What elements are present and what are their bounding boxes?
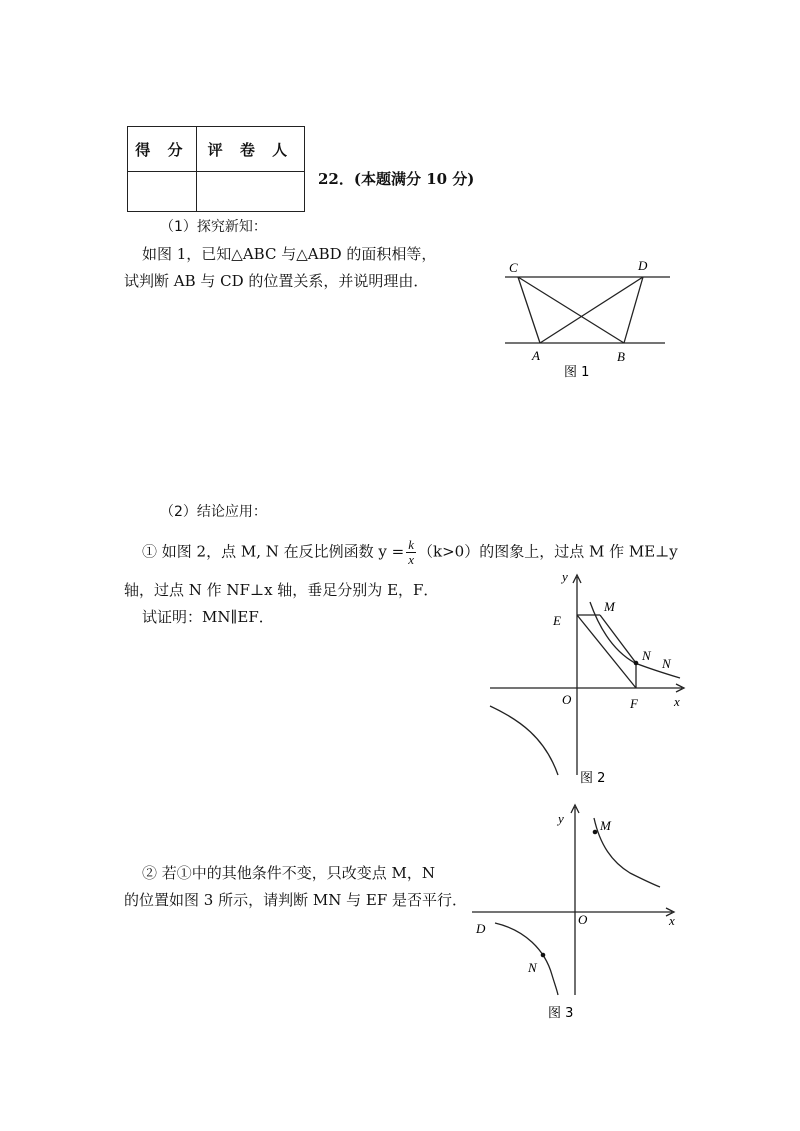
part2-heading: （2）结论应用： bbox=[160, 504, 267, 520]
label-b: B bbox=[617, 349, 625, 364]
label-y: y bbox=[562, 569, 568, 584]
label-n: N bbox=[642, 648, 651, 663]
part2-q2-line2: 的位置如图 3 所示，请判断 MN 与 EF 是否平行． bbox=[124, 891, 467, 909]
label-d: D bbox=[638, 258, 648, 273]
label-o: O bbox=[562, 692, 572, 707]
q1-prefix: ① 如图 2，点 M, N 在反比例函数 y = bbox=[142, 542, 405, 561]
label-e: E bbox=[553, 613, 561, 628]
figure1-caption: 图 1 bbox=[564, 365, 590, 380]
part1-line2: 试判断 AB 与 CD 的位置关系，并说明理由． bbox=[124, 272, 429, 290]
label-x: x bbox=[674, 694, 680, 709]
label-n-curve: N bbox=[662, 656, 671, 671]
label-d: D bbox=[476, 921, 486, 936]
label-n: N bbox=[528, 960, 537, 975]
figure3-caption: 图 3 bbox=[548, 1006, 574, 1021]
label-x: x bbox=[669, 913, 675, 928]
hyperbola-branch-3 bbox=[495, 923, 558, 995]
figure2-caption: 图 2 bbox=[580, 771, 606, 786]
label-y: y bbox=[558, 811, 564, 826]
label-m: M bbox=[600, 818, 611, 833]
q1-suffix: （k>0）的图象上，过点 M 作 ME⊥y bbox=[418, 542, 678, 561]
part1-line1: 如图 1，已知△ABC 与△ABD 的面积相等， bbox=[142, 245, 437, 263]
label-m: M bbox=[604, 599, 615, 614]
part1-heading: （1）探究新知： bbox=[160, 219, 267, 235]
score-header: 得 分 bbox=[128, 127, 197, 172]
label-a: A bbox=[532, 348, 540, 363]
grader-header: 评 卷 人 bbox=[196, 127, 304, 172]
point-m bbox=[593, 830, 598, 835]
label-f: F bbox=[630, 696, 638, 711]
part2-q2-line1: ② 若①中的其他条件不变，只改变点 M，N bbox=[142, 864, 436, 882]
fraction-denominator: x bbox=[408, 552, 414, 567]
label-o: O bbox=[578, 912, 588, 927]
label-c: C bbox=[509, 260, 518, 275]
part2-q1-line3: 试证明：MN∥EF． bbox=[142, 608, 274, 626]
question-title: 22．(本题满分 10 分) bbox=[318, 170, 475, 188]
fraction-numerator: k bbox=[408, 537, 414, 552]
part2-q1-line2: 轴，过点 N 作 NF⊥x 轴，垂足分别为 E，F． bbox=[124, 581, 439, 599]
point-n bbox=[541, 953, 546, 958]
